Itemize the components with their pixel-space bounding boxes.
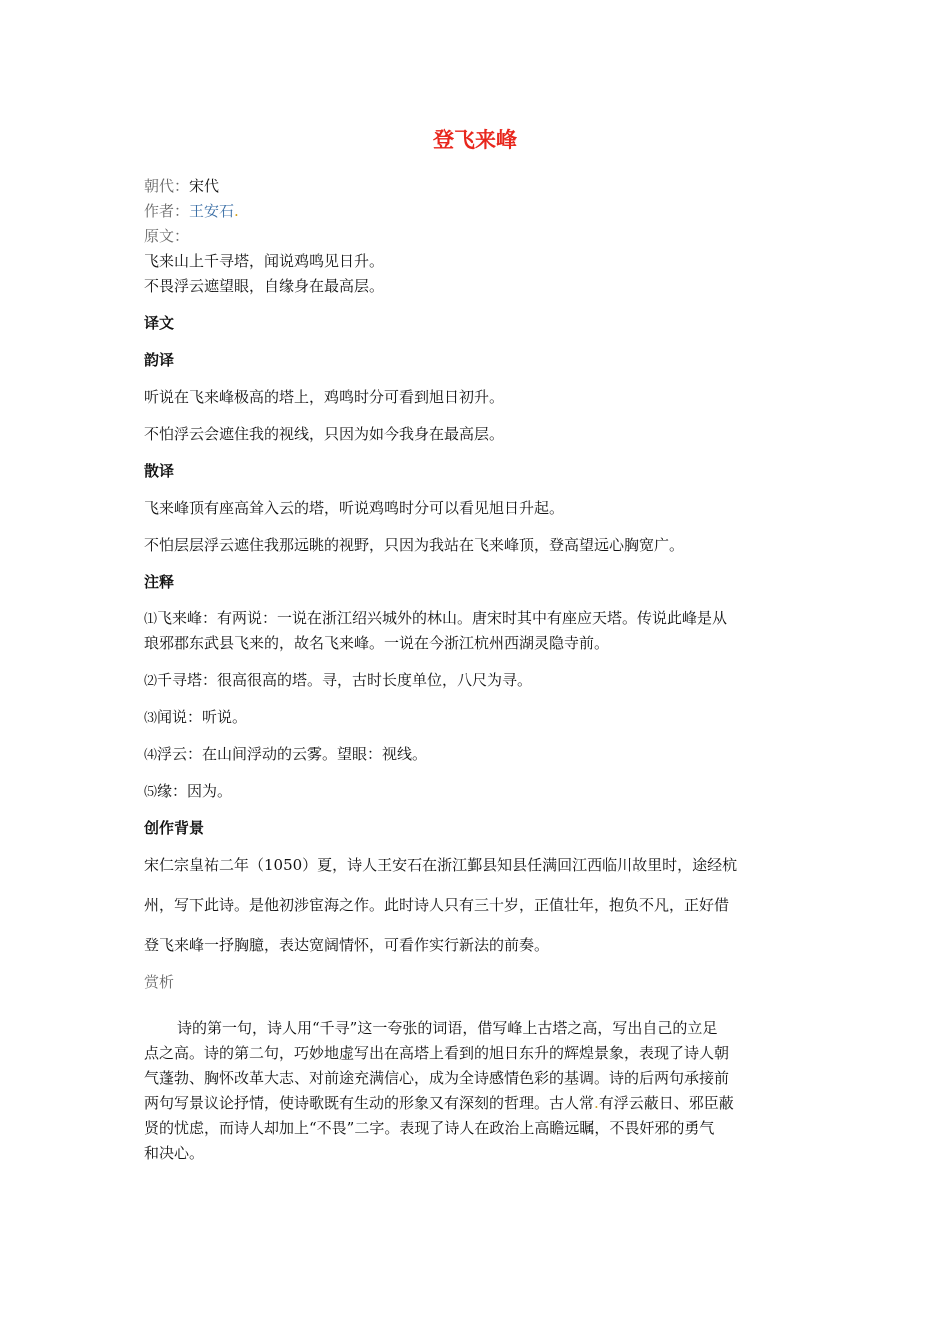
poem-line-2: 不畏浮云遮望眼，自缘身在最高层。 [144,277,385,295]
note-number: ⑸ [144,785,158,800]
note-text: 缘：因为。 [157,782,233,800]
appreciation-line-1: 诗的第一句，诗人用“千寻”这一夸张的词语，借写峰上古塔之高，写出自己的立足 [177,1019,718,1037]
note-number: ⑶ [144,711,158,726]
dynasty-line [144,176,219,196]
note-5 [144,781,232,803]
appreciation-line-4 [144,1093,734,1113]
background-line-3: 登飞来峰一抒胸臆，表达宽阔情怀，可看作实行新法的前奏。 [144,936,550,954]
original-label: 原文： [144,227,190,245]
note-text: 千寻塔：很高很高的塔。寻，古时长度单位，八尺为寻。 [157,671,533,689]
note-number: ⑷ [144,748,158,763]
appreciation-dot: . [594,1094,599,1112]
note-3 [144,707,247,729]
author-label: 作者： [144,202,190,220]
author-line [144,201,239,221]
heading-rhymed: 韵译 [144,351,175,369]
note-2 [144,670,532,692]
note-text: 浮云：在山间浮动的云雾。望眼：视线。 [157,745,428,763]
appreciation-line-2: 点之高。诗的第二句，巧妙地虚写出在高塔上看到的旭日东升的辉煌景象，表现了诗人朝 [144,1044,730,1062]
author-link[interactable]: 王安石 [189,202,235,220]
note-number: ⑴ [144,612,158,627]
dynasty-value: 宋代 [189,177,220,195]
note-number: ⑵ [144,674,158,689]
poem-line-1: 飞来山上千寻塔，闻说鸡鸣见日升。 [144,252,385,270]
note-1 [144,608,727,630]
note-1-continued: 琅邪郡东武县飞来的，故名飞来峰。一说在今浙江杭州西湖灵隐寺前。 [144,634,610,652]
prose-line-1: 飞来峰顶有座高耸入云的塔，听说鸡鸣时分可以看见旭日升起。 [144,499,565,517]
prose-line-2: 不怕层层浮云遮住我那远眺的视野，只因为我站在飞来峰顶，登高望远心胸宽广。 [144,536,685,554]
author-dot: . [234,202,239,220]
appreciation-line-6: 和决心。 [144,1144,205,1162]
appreciation-label: 赏析 [144,973,175,991]
note-text: 闻说：听说。 [157,708,248,726]
rhymed-line-2: 不怕浮云会遮住我的视线，只因为如今我身在最高层。 [144,425,505,443]
appreciation-text: 两句写景议论抒情，使诗歌既有生动的形象又有深刻的哲理。古人常 [144,1094,595,1112]
background-line-1: 宋仁宗皇祐二年（1050）夏，诗人王安石在浙江鄞县知县任满回江西临川故里时，途经杭 [144,856,738,874]
heading-translation: 译文 [144,314,175,332]
background-line-2: 州，写下此诗。是他初涉宦海之作。此时诗人只有三十岁，正值壮年，抱负不凡，正好借 [144,896,730,914]
page-title: 登飞来峰 [433,128,517,152]
heading-background: 创作背景 [144,819,205,837]
appreciation-text: 有浮云蔽日、邪臣蔽 [598,1094,734,1112]
dynasty-label: 朝代： [144,177,190,195]
appreciation-line-3: 气蓬勃、胸怀改革大志、对前途充满信心，成为全诗感情色彩的基调。诗的后两句承接前 [144,1069,730,1087]
heading-prose: 散译 [144,462,175,480]
note-4 [144,744,427,766]
appreciation-line-5: 贤的忧虑，而诗人却加上“不畏”二字。表现了诗人在政治上高瞻远瞩，不畏奸邪的勇气 [144,1119,715,1137]
note-text: 飞来峰：有两说：一说在浙江绍兴城外的林山。唐宋时其中有座应天塔。传说此峰是从 [157,609,728,627]
heading-notes: 注释 [144,573,175,591]
rhymed-line-1: 听说在飞来峰极高的塔上，鸡鸣时分可看到旭日初升。 [144,388,505,406]
